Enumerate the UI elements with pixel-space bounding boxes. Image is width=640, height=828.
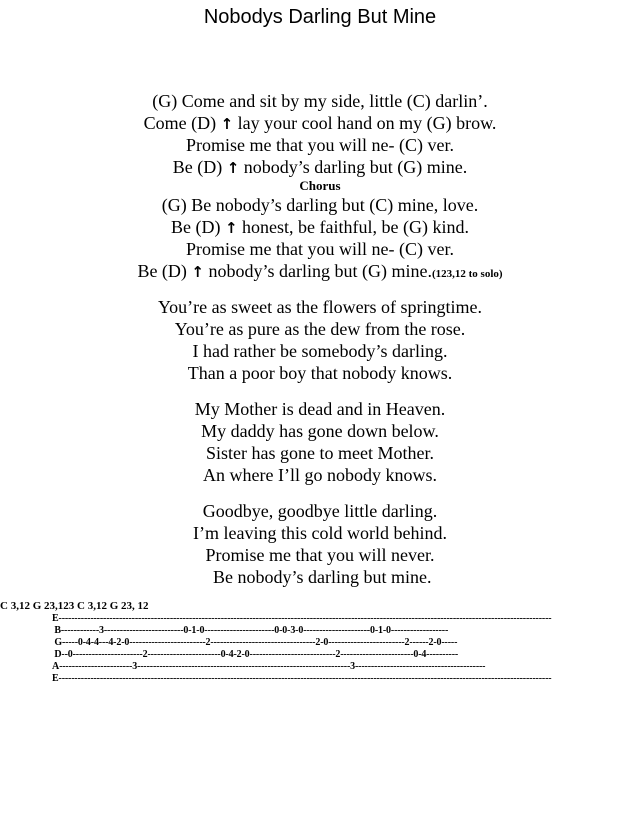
song-title: Nobodys Darling But Mine <box>203 6 437 28</box>
lyric-line: Promise me that you will never. <box>205 545 435 565</box>
lyric-line: Promise me that you will ne- (C) ver. <box>186 135 454 155</box>
lyric-line: You’re as pure as the dew from the rose. <box>174 319 466 339</box>
lyric-line: My daddy has gone down below. <box>201 421 439 441</box>
lyric-line: Be (D) ↑ nobody’s darling but (G) mine.(123,12 to solo) <box>137 261 503 281</box>
verse-4 <box>0 500 640 588</box>
lyric-line: Than a poor boy that nobody knows. <box>187 363 453 383</box>
lyric-line: Be nobody’s darling but mine. <box>208 567 432 587</box>
lyrics <box>0 90 640 588</box>
lyric-line: Come (D) ↑ lay your cool hand on my (G) brow. <box>143 113 497 133</box>
lyric-line: Be (D) ↑ honest, be faithful, be (G) kind. <box>170 217 469 237</box>
lyric-line: Promise me that you will ne- (C) ver. <box>186 239 454 259</box>
guitar-tablature <box>0 600 640 685</box>
tab-string-line: B------------3-------------------------0-1-0----------------------0-0-3-0---------------------0-1-0------------------ <box>52 625 449 636</box>
lyric-line: You’re as sweet as the flowers of springtime. <box>157 297 483 317</box>
lyric-line: Goodbye, goodbye little darling. <box>202 501 438 521</box>
chorus-label: Chorus <box>299 178 341 193</box>
up-arrow-icon: ↑ <box>220 115 234 133</box>
solo-note: (123,12 to solo) <box>431 268 503 280</box>
tab-string-line: D--0----------------------2-----------------------0-4-2-0---------------------------2-----------------------0-4---------- <box>52 649 459 660</box>
lyric-line: I’m leaving this cold world behind. <box>193 523 447 543</box>
up-arrow-icon: ↑ <box>224 219 238 237</box>
tab-string-line: A-----------------------3-------------------------------------------------------------------3----------------------------------------- <box>52 661 486 672</box>
verse-3 <box>0 398 640 486</box>
lyric-line: (G) Come and sit by my side, little (C) darlin’. <box>152 91 488 111</box>
tab-string-line: E----------------------------------------------------------------------------------------------------------------------------------------------------------- <box>52 673 552 684</box>
chorus <box>0 194 640 282</box>
lyric-line: I had rather be somebody’s darling. <box>192 341 448 361</box>
verse-2 <box>0 296 640 384</box>
tab-chord-header: C 3,12 G 23,123 C 3,12 G 23, 12 <box>0 600 149 612</box>
verse-1 <box>0 90 640 178</box>
tab-string-line: G-----0-4-4---4-2-0------------------------2---------------------------------2-0------------------------2------2-0----- <box>52 637 458 648</box>
lyric-line: My Mother is dead and in Heaven. <box>194 399 446 419</box>
lyric-line: Sister has gone to meet Mother. <box>206 443 434 463</box>
up-arrow-icon: ↑ <box>226 159 240 177</box>
up-arrow-icon: ↑ <box>191 263 204 281</box>
tab-string-line: E----------------------------------------------------------------------------------------------------------------------------------------------------------- <box>52 613 552 624</box>
lyric-line: (G) Be nobody’s darling but (C) mine, love. <box>161 195 479 215</box>
lyric-line: Be (D) ↑ nobody’s darling but (G) mine. <box>172 157 468 177</box>
lyric-line: An where I’ll go nobody knows. <box>203 465 437 485</box>
